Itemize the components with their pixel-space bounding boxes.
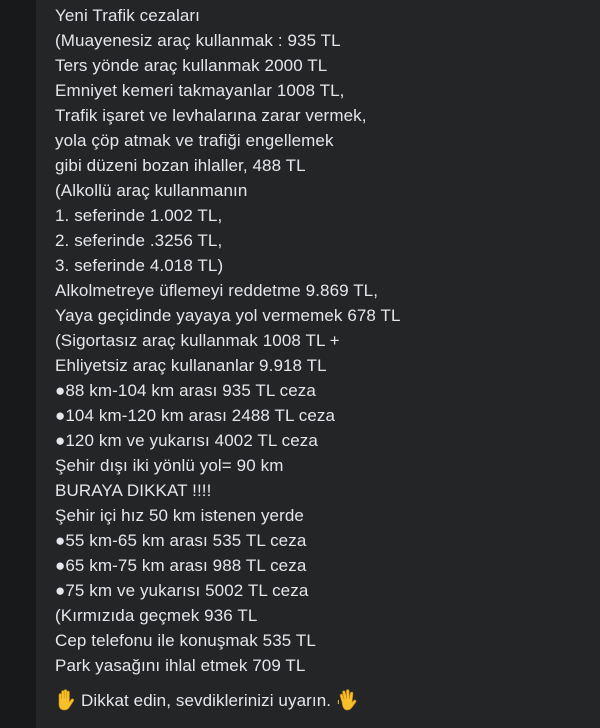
post-line: Yeni Trafik cezaları: [55, 6, 200, 25]
post-line: Cep telefonu ile konuşmak 535 TL: [55, 631, 316, 650]
post-line: ●104 km-120 km arası 2488 TL ceza: [55, 406, 336, 425]
post-line: Şehir dışı iki yönlü yol= 90 km: [55, 456, 284, 475]
post-line: Ters yönde araç kullanmak 2000 TL: [55, 56, 328, 75]
post-line: Şehir içi hız 50 km istenen yerde: [55, 506, 304, 525]
post-line: ●88 km-104 km arası 935 TL ceza: [55, 381, 316, 400]
post-card: [36, 0, 600, 728]
post-line: (Kırmızıda geçmek 936 TL: [55, 606, 258, 625]
post-line: 3. seferinde 4.018 TL): [55, 256, 224, 275]
post-line: Park yasağını ihlal etmek 709 TL: [55, 656, 306, 675]
post-line: 2. seferinde .3256 TL,: [55, 231, 223, 250]
post-line: gibi düzeni bozan ihlaller, 488 TL: [55, 156, 306, 175]
post-line: Alkolmetreye üflemeyi reddetme 9.869 TL,: [55, 281, 379, 300]
post-line: Trafik işaret ve levhalarına zarar vermek,: [55, 106, 367, 125]
post-line: ●120 km ve yukarısı 4002 TL ceza: [55, 431, 318, 450]
post-line: ●75 km ve yukarısı 5002 TL ceza: [55, 581, 309, 600]
post-lines: [55, 3, 401, 678]
raised-hand-icon: [55, 689, 75, 711]
post-line: ●65 km-75 km arası 988 TL ceza: [55, 556, 307, 575]
post-text: [55, 3, 401, 713]
post-line: 1. seferinde 1.002 TL,: [55, 206, 223, 225]
post-line: (Sigortasız araç kullanmak 1008 TL +: [55, 331, 340, 350]
post-line: Emniyet kemeri takmayanlar 1008 TL,: [55, 81, 345, 100]
post-line: (Muayenesiz araç kullanmak : 935 TL: [55, 31, 341, 50]
post-line: (Alkollü araç kullanmanın: [55, 181, 248, 200]
post-line: yola çöp atmak ve trafiği engellemek: [55, 131, 334, 150]
waving-hand-icon: [337, 689, 357, 711]
post-footer-text: Dikkat edin, sevdiklerinizi uyarın.: [81, 690, 332, 710]
post-line: Yaya geçidinde yayaya yol vermemek 678 TL: [55, 306, 401, 325]
post-footer-line: [55, 687, 401, 713]
post-line: ●55 km-65 km arası 535 TL ceza: [55, 531, 307, 550]
post-line: BURAYA DIKKAT !!!!: [55, 481, 212, 500]
post-line: Ehliyetsiz araç kullananlar 9.918 TL: [55, 356, 327, 375]
